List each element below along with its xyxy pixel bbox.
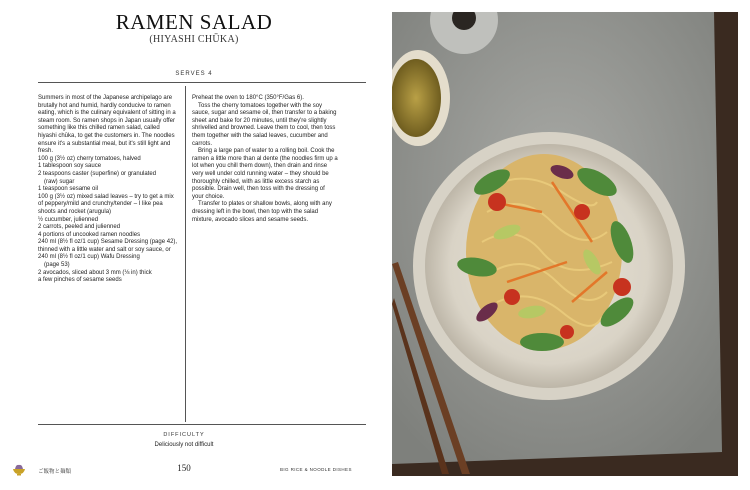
ingredient-item: 4 portions of uncooked ramen noodles: [38, 231, 141, 238]
top-divider: [38, 82, 366, 83]
method-step: Bring a large pan of water to a rolling boil. Cook the ramen a little more than al dente (the noodles firm up a lot when you chill them down), then drain and rinse very well under cold running water – they should be thoroughly chilled, with as little excess starch as possible. Drain well, then toss with the dressing of your choice.: [192, 148, 338, 200]
ingredient-item: 2 teaspoons caster (superfine) or granulated: [38, 170, 157, 177]
ingredient-item: (raw) sugar: [44, 178, 75, 185]
ingredient-item: 2 avocados, sliced about 3 mm (⅛ in) thick: [38, 269, 152, 276]
ingredient-item: (page 53): [44, 262, 70, 269]
recipe-subtitle: (HIYASHI CHŪKA): [149, 34, 239, 45]
ingredient-item: 2 carrots, peeled and julienned: [38, 224, 121, 231]
method-step: Transfer to plates or shallow bowls, along with any dressing left in the bowl, then top with the salad mixture, avocado slices and sesame seeds.: [192, 201, 332, 223]
ramen-salad-photo: [392, 12, 738, 476]
ingredient-item: a few pinches of sesame seeds: [38, 277, 122, 284]
method-step: Preheat the oven to 180°C (350°F/Gas 6).: [192, 95, 304, 101]
ingredient-item: 1 tablespoon soy sauce: [38, 163, 102, 170]
method-column: [192, 95, 338, 224]
recipe-intro: Summers in most of the Japanese archipelago are brutally hot and humid, hardly conducive to ramen eating, which is the culinary equivalent of sitting in a steam room. So ramen shops in Japan usually offer something like this chilled ramen salad, called hiyashi chūka, to get the customers in. The noodles ensure it's a substantial meal, but it's still light and fresh.: [38, 95, 176, 155]
page-number: 150: [177, 463, 191, 473]
serves-label: SERVES 4: [175, 71, 213, 77]
ingredient-item: 100 g (3½ oz) mixed salad leaves – try to get a mix of peppery/mild and crunchy/tender – I like pea shoots and rocket (arugula): [38, 193, 174, 215]
method-step: Toss the cherry tomatoes together with the soy sauce, sugar and sesame oil, then transfer to a baking sheet and bake for 20 minutes, until they're slightly shrivelled and browned. Leave them to cool, then toss them together with the salad leaves, cucumber and carrots.: [192, 102, 337, 147]
footer-section-jp: ご飯物と麺類: [38, 469, 72, 475]
ingredient-item: 1 teaspoon sesame oil: [38, 186, 99, 193]
ingredient-item: 240 ml (8½ fl oz/1 cup) Sesame Dressing (page 42), thinned with a little water and salt or soy sauce, or 240 ml (8½ fl oz/1 cup) Wafu Dressing: [38, 239, 178, 261]
bottom-divider: [38, 424, 366, 425]
ingredients-column: [38, 95, 178, 285]
column-divider: [185, 86, 186, 422]
recipe-title: RAMEN SALAD: [115, 10, 273, 34]
ingredient-item: 100 g (3½ oz) cherry tomatoes, halved: [38, 155, 141, 162]
difficulty-label: DIFFICULTY: [163, 432, 205, 438]
ingredient-item: ½ cucumber, julienned: [38, 216, 99, 223]
footer-section-en: BIG RICE & NOODLE DISHES: [280, 467, 352, 472]
salad-bowl: [413, 132, 685, 400]
difficulty-value: Deliciously not difficult: [154, 442, 214, 448]
